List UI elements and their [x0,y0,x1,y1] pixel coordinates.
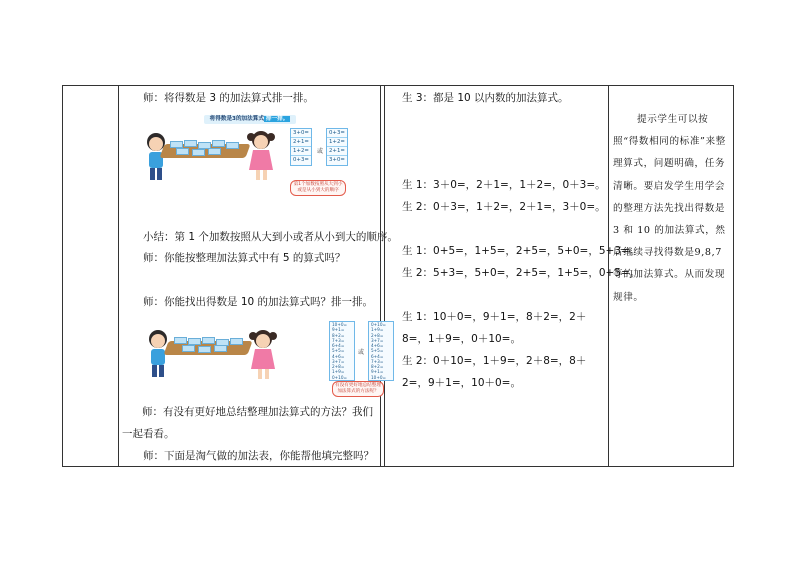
card [214,345,227,352]
teacher-question-1: 师：你能按整理加法算式中有 5 的算式吗？ [143,252,346,264]
card [192,149,205,156]
card [182,345,195,352]
lesson-table [62,85,734,467]
equation-cell: 9+1= [371,369,384,375]
teacher-question-4: 师：下面是淘气做的加法表，你能帮他填完整吗？ [143,450,374,462]
student-3-answer: 生 3：都是 10 以内数的加法算式。 [402,92,569,104]
boy-figure-icon [142,130,170,188]
equation-cell: 9+1= [332,327,345,333]
column-divider-2 [380,85,381,467]
table-left-border [62,85,63,467]
girl-figure-icon [246,128,276,188]
card [174,337,187,344]
equation-cell: 6+4= [371,353,384,359]
equation-cell: 2+8= [371,332,384,338]
equation-cell: 4+6= [371,343,384,349]
equation-cell: 8+2= [332,332,345,338]
card [230,338,243,345]
teacher-question-3-text: 师：有没有更好地总结整理加法算式的方法？我们一起看看。 [122,406,373,440]
card [188,338,201,345]
equation-cell: 5+5= [332,348,345,354]
speech-bubble: 第1个加数按照从大到小或是从小到大的顺序 [290,180,346,196]
student-1-answer-c: 生 1：10＋0=，9＋1=，8＋2=，2＋8=，1＋9=，0＋10=。 [402,311,587,345]
equation-cell: 7+3= [332,337,345,343]
figure-banner: 将得数是3的加法算式 排一排。 [204,115,296,124]
table-bottom-border [62,466,734,467]
card [226,142,239,149]
equation-cell: 1+9= [332,369,345,375]
card [212,140,225,147]
student-2-answer-c: 生 2：0＋10=，1＋9=，2＋8=，8＋2=，9＋1=，10＋0=。 [402,355,587,389]
equation-cell: 7+3= [371,358,384,364]
table-right-border [733,85,734,467]
speech-bubble: 有没有更好地总结整理加法算式的方法呢？ [332,381,384,397]
figure-sum-3 [136,112,346,212]
teacher-question-3 [122,401,374,445]
equation-cell: 2+1= [293,139,309,145]
teacher-line-1: 师：将得数是 3 的加法算式排一排。 [143,92,314,104]
equation-cell: 2+8= [332,364,345,370]
or-label: 或 [317,148,324,155]
teaching-tip [613,109,728,309]
equation-cell: 2+1= [329,148,345,154]
card [208,148,221,155]
card [184,140,197,147]
equation-cell: 3+0= [329,157,345,163]
equation-cell: 5+5= [371,348,384,354]
table-top-border [62,85,734,86]
card [198,346,211,353]
equation-cell: 10+0= [332,322,348,327]
equation-cell: 0+3= [329,130,345,136]
equation-list-left [329,321,355,381]
equation-cell: 0+10= [371,322,387,327]
equation-cell: 1+2= [293,148,309,154]
equation-cell: 3+0= [293,130,309,136]
card [202,337,215,344]
student-1-answer-b: 生 1：0+5=，1+5=，2+5=，5+0=，5+3=。 [402,245,641,257]
equation-cell: 3+7= [332,358,345,364]
teacher-question-2: 师：你能找出得数是 10 的加法算式吗？排一排。 [143,296,374,308]
card [176,148,189,155]
equation-list-right [368,321,394,381]
equation-cell: 1+2= [329,139,345,145]
student-1-answer-a: 生 1：3＋0=，2＋1=，1＋2=，0＋3=。 [402,179,606,191]
or-label: 或 [358,349,365,356]
teaching-tip-text: 提示学生可以按照“得数相同的标准”来整理算式，问题明确，任务清晰。要启发学生用学会的整理方法先找出得数是 3 和 10 的加法算式，然后继续寻找得数是9,8,7 等的加法算式。从而发现规律。 [613,114,726,303]
equation-cell: 0+10= [332,374,348,380]
equation-cell: 3+7= [371,337,384,343]
column-divider-2b [384,85,385,467]
equation-cell: 0+3= [293,157,309,163]
girl-figure-icon [248,327,278,387]
boy-figure-icon [144,327,172,385]
equation-cell: 6+4= [332,343,345,349]
figure-sum-10 [136,317,387,407]
card [170,141,183,148]
equation-list-right [326,128,348,166]
column-divider-1 [118,85,119,467]
equation-list-left [290,128,312,166]
equation-cell: 8+2= [371,364,384,370]
equation-cell: 4+6= [332,353,345,359]
equation-cell: 1+9= [371,327,384,333]
student-2-answer-a: 生 2：0＋3=，1＋2=，2＋1=，3＋0=。 [402,201,606,213]
summary-line: 小结：第 1 个加数按照从大到小或者从小到大的顺序。 [143,231,398,243]
equation-cell: 10+0= [371,374,387,380]
student-2-answer-b: 生 2：5+3=，5+0=，2+5=，1+5=，0+5=。 [402,267,641,279]
